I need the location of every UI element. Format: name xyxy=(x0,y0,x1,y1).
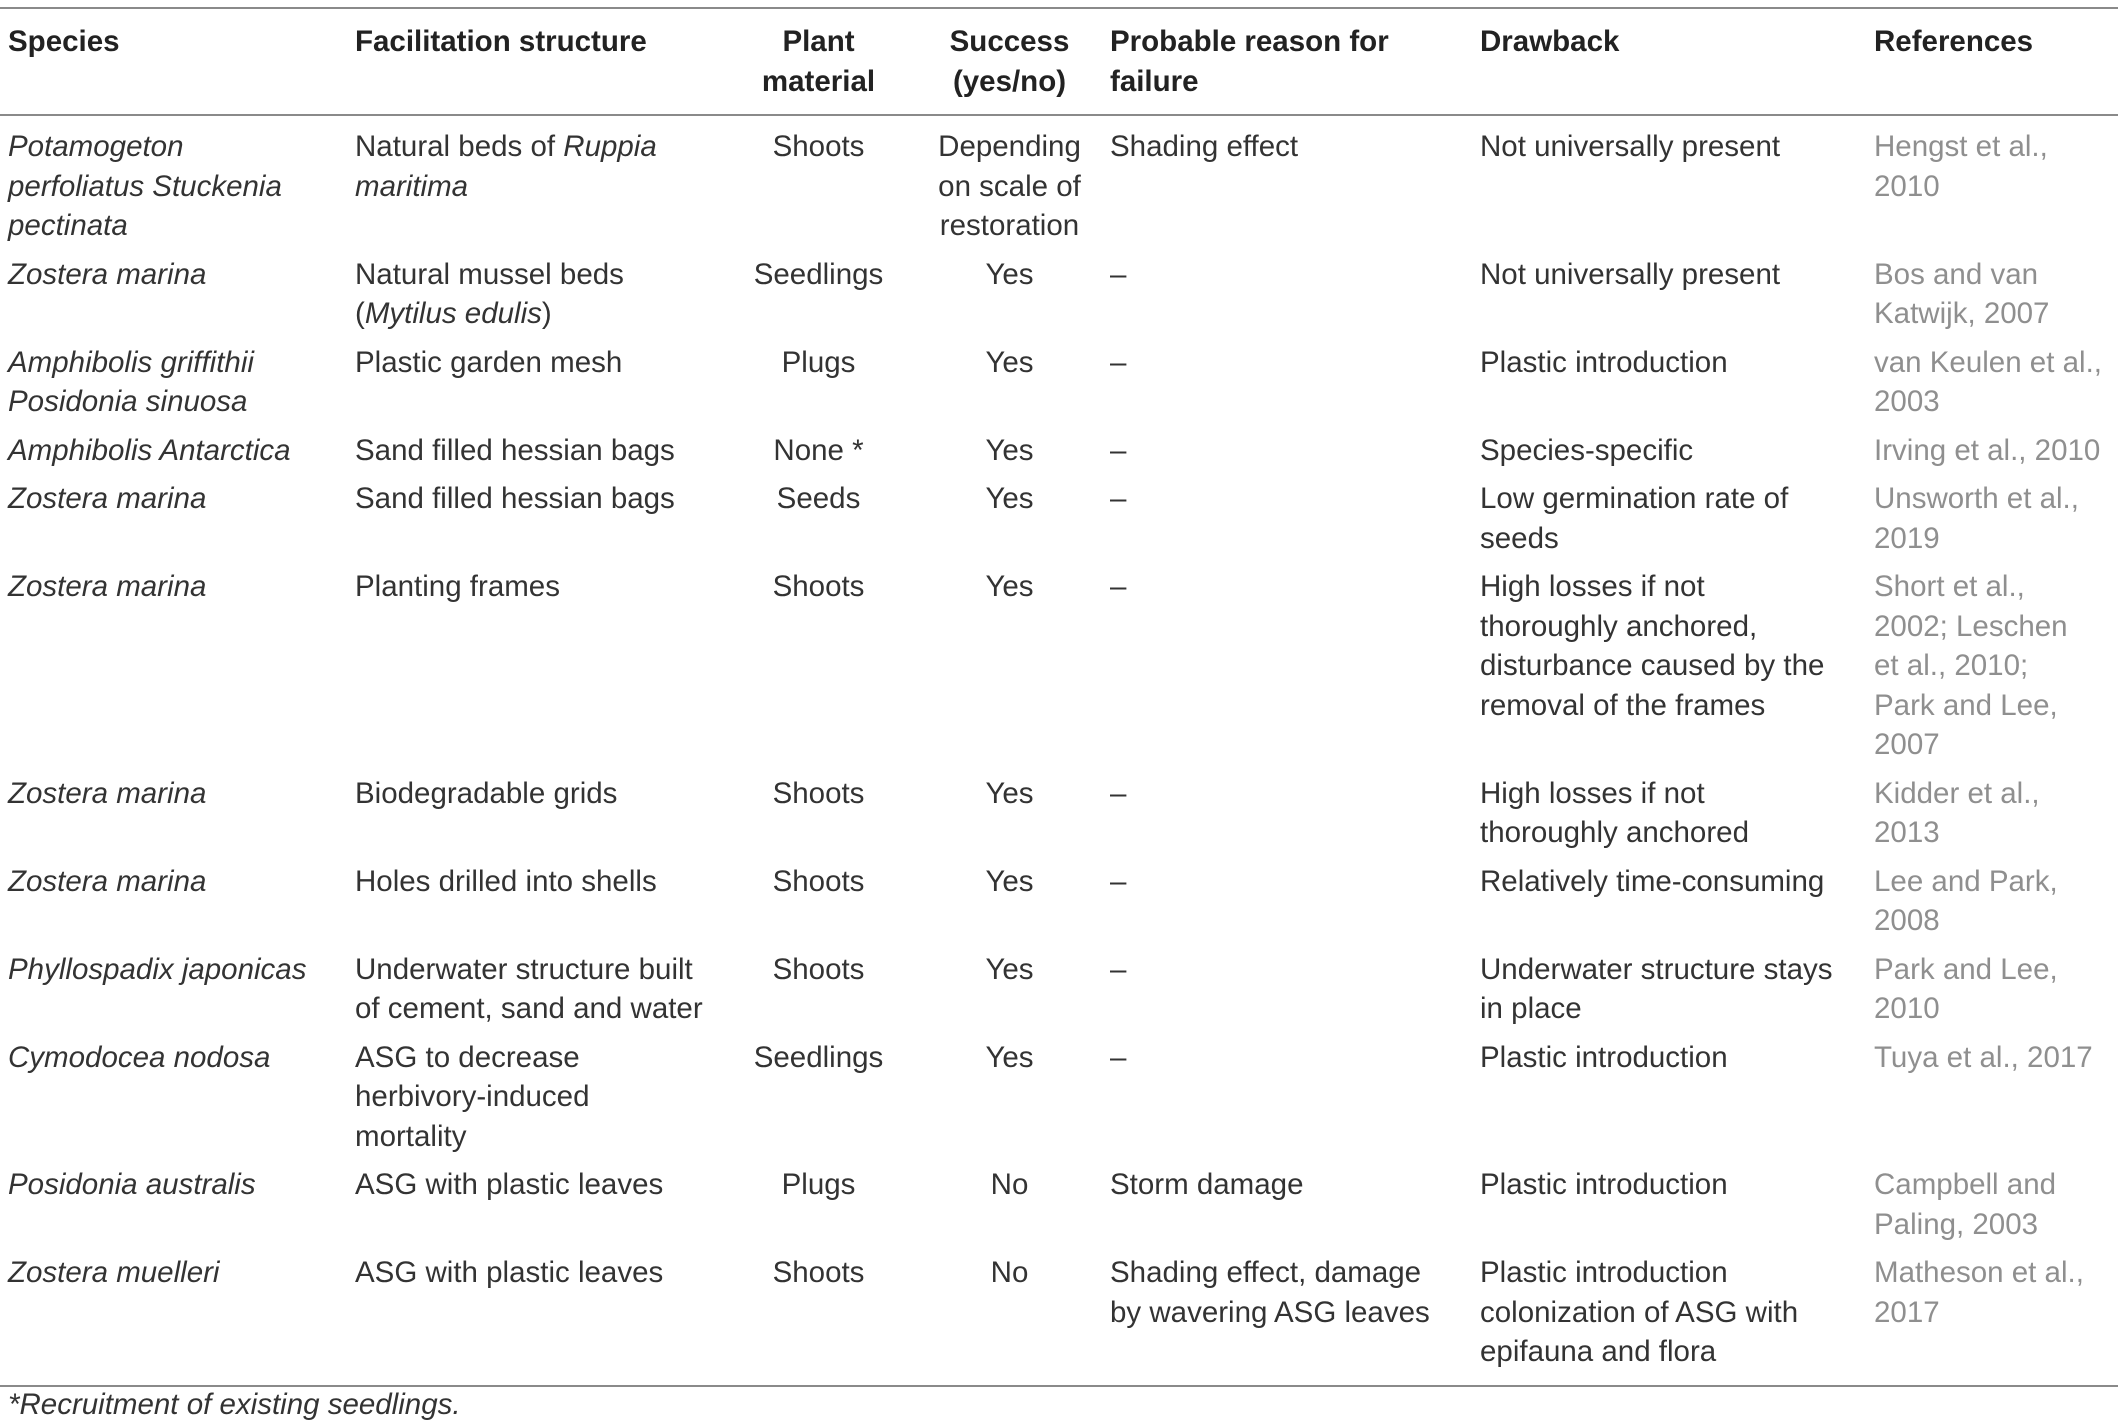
success-line: Yes xyxy=(985,257,1034,291)
species-line: Zostera muelleri xyxy=(8,1256,220,1289)
reason-line: Storm damage xyxy=(1110,1168,1304,1201)
species-cell xyxy=(0,1038,347,1166)
table-row xyxy=(0,567,2118,774)
table-row xyxy=(0,343,2118,431)
facilitation-text: ) xyxy=(541,297,552,330)
references-cell xyxy=(1866,862,2118,950)
reason-line: – xyxy=(1110,864,1127,898)
reference-line: Park and Lee, xyxy=(1874,688,2058,722)
success-line: Yes xyxy=(985,1040,1034,1074)
drawback-cell xyxy=(1472,115,1866,255)
reason-cell xyxy=(1102,862,1472,950)
reference-line: 2010 xyxy=(1874,992,1940,1025)
facilitation-line: Underwater structure built xyxy=(355,952,693,986)
facilitation-line: Holes drilled into shells xyxy=(355,864,657,898)
facilitation-text: Natural beds of xyxy=(355,130,564,163)
species-cell xyxy=(0,1165,347,1253)
facilitation-cell xyxy=(347,1253,720,1386)
facilitation-cell xyxy=(347,1165,720,1253)
references-cell xyxy=(1866,774,2118,862)
reason-cell xyxy=(1102,255,1472,343)
reference-line: et al., 2010; xyxy=(1874,649,2029,682)
reference-line: Kidder et al., xyxy=(1874,776,2040,810)
facilitation-line: Sand filled hessian bags xyxy=(355,482,675,515)
drawback-line: thoroughly anchored, xyxy=(1480,609,1758,643)
plant-material-cell: Shoots xyxy=(772,864,865,898)
references-cell xyxy=(1866,115,2118,255)
success-line: Yes xyxy=(985,345,1034,379)
success-cell xyxy=(917,431,1102,480)
species-cell xyxy=(0,950,347,1038)
success-cell xyxy=(917,567,1102,774)
reference-line: Lee and Park, xyxy=(1874,864,2058,898)
facilitation-cell xyxy=(347,862,720,950)
references-cell xyxy=(1866,950,2118,1038)
facilitation-cell xyxy=(347,774,720,862)
species-cell xyxy=(0,115,347,255)
species-line: Posidonia sinuosa xyxy=(8,385,248,418)
facilitation-cell xyxy=(347,479,720,567)
species-cell xyxy=(0,343,347,431)
table-row xyxy=(0,862,2118,950)
header-row xyxy=(0,8,2118,115)
drawback-cell xyxy=(1472,343,1866,431)
success-cell xyxy=(917,1038,1102,1166)
success-line: No xyxy=(990,1256,1029,1289)
table-row xyxy=(0,1253,2118,1386)
facilitation-line: Sand filled hessian bags xyxy=(355,433,675,467)
drawback-line: Not universally present xyxy=(1480,130,1781,163)
drawback-line: Plastic introduction xyxy=(1480,345,1728,379)
plant-material-cell: Shoots xyxy=(772,570,865,603)
success-line: Yes xyxy=(985,952,1034,986)
drawback-cell xyxy=(1472,862,1866,950)
drawback-line: colonization of ASG with xyxy=(1480,1295,1799,1329)
reference-line: Irving et al., 2010 xyxy=(1874,433,2101,467)
header-references-label: References xyxy=(1874,25,2034,58)
table-body xyxy=(0,115,2118,1386)
plant-material-cell: Shoots xyxy=(772,776,865,810)
reason-cell xyxy=(1102,1165,1472,1253)
species-cell xyxy=(0,1253,347,1386)
reference-line: 2007 xyxy=(1874,728,1940,761)
facilitation-line: of cement, sand and water xyxy=(355,992,703,1025)
species-cell xyxy=(0,862,347,950)
drawback-line: epifauna and flora xyxy=(1480,1335,1717,1368)
facilitation-line: ASG with plastic leaves xyxy=(355,1168,664,1201)
success-line: Yes xyxy=(985,570,1034,603)
facilitation-text: Natural mussel beds xyxy=(355,257,624,291)
table-row xyxy=(0,1038,2118,1166)
footnote: *Recruitment of existing seedlings. xyxy=(8,1388,461,1421)
success-cell xyxy=(917,774,1102,862)
reason-cell xyxy=(1102,1038,1472,1166)
references-cell xyxy=(1866,1253,2118,1386)
reference-line: van Keulen et al., xyxy=(1874,345,2102,379)
plant-material-cell: None * xyxy=(773,433,864,467)
reason-cell xyxy=(1102,567,1472,774)
facilitation-cell xyxy=(347,1038,720,1166)
drawback-cell xyxy=(1472,950,1866,1038)
facilitation-line: mortality xyxy=(355,1119,467,1153)
drawback-cell xyxy=(1472,1038,1866,1166)
reason-cell xyxy=(1102,115,1472,255)
references-cell xyxy=(1866,431,2118,480)
success-cell xyxy=(917,479,1102,567)
references-cell xyxy=(1866,479,2118,567)
reference-line: Short et al., xyxy=(1874,570,2025,603)
species-cell xyxy=(0,479,347,567)
species-line: Zostera marina xyxy=(8,776,207,810)
facilitation-taxon: Mytilus edulis xyxy=(364,297,542,330)
success-cell xyxy=(917,862,1102,950)
reason-line: Shading effect xyxy=(1110,130,1299,163)
table-row xyxy=(0,774,2118,862)
reason-cell xyxy=(1102,431,1472,480)
reference-line: Campbell and xyxy=(1874,1168,2057,1201)
reference-line: Hengst et al., xyxy=(1874,130,2048,163)
drawback-line: Species-specific xyxy=(1480,433,1694,467)
table-header xyxy=(0,8,2118,115)
facilitation-line: Planting frames xyxy=(355,570,560,603)
table-row xyxy=(0,479,2118,567)
header-facilitation xyxy=(347,8,720,115)
reason-cell xyxy=(1102,343,1472,431)
header-plant-material xyxy=(720,8,917,115)
header-plant-material-label: material xyxy=(761,64,876,98)
success-cell xyxy=(917,950,1102,1038)
species-cell xyxy=(0,431,347,480)
restoration-table xyxy=(0,7,2118,1387)
reason-cell xyxy=(1102,1253,1472,1386)
reference-line: 2008 xyxy=(1874,904,1940,937)
drawback-line: Plastic introduction xyxy=(1480,1168,1728,1201)
table-row xyxy=(0,1165,2118,1253)
species-line: pectinata xyxy=(8,209,128,242)
reason-line: Shading effect, damage xyxy=(1110,1256,1422,1289)
drawback-line: Not universally present xyxy=(1480,257,1781,291)
reference-line: 2019 xyxy=(1874,521,1940,555)
reason-line: – xyxy=(1110,257,1127,291)
success-cell xyxy=(917,1165,1102,1253)
reference-line: Paling, 2003 xyxy=(1874,1207,2039,1241)
species-line: perfoliatus Stuckenia xyxy=(8,169,282,203)
drawback-line: disturbance caused by the xyxy=(1480,649,1825,682)
species-line: Amphibolis Antarctica xyxy=(8,433,291,467)
drawback-line: thoroughly anchored xyxy=(1480,816,1749,849)
reason-line: – xyxy=(1110,952,1127,986)
references-cell xyxy=(1866,343,2118,431)
header-references xyxy=(1866,8,2118,115)
reason-line: – xyxy=(1110,482,1127,515)
success-line: on scale of xyxy=(938,169,1081,203)
species-cell xyxy=(0,255,347,343)
facilitation-taxon: Ruppia xyxy=(563,130,657,163)
reason-line: by wavering ASG leaves xyxy=(1110,1295,1430,1329)
drawback-line: High losses if not xyxy=(1480,570,1705,603)
reference-line: 2017 xyxy=(1874,1295,1940,1329)
facilitation-line: Biodegradable grids xyxy=(355,776,618,810)
plant-material-cell: Shoots xyxy=(772,952,865,986)
drawback-line: Low germination rate of xyxy=(1480,482,1789,515)
reason-line: – xyxy=(1110,433,1127,467)
drawback-line: seeds xyxy=(1480,521,1559,555)
success-cell xyxy=(917,255,1102,343)
reason-line: – xyxy=(1110,345,1127,379)
table-row xyxy=(0,950,2118,1038)
reference-line: 2002; Leschen xyxy=(1874,609,2068,643)
reference-line: 2010 xyxy=(1874,169,1940,203)
reference-line: Katwijk, 2007 xyxy=(1874,297,2050,330)
header-success-label: (yes/no) xyxy=(952,64,1067,98)
success-cell xyxy=(917,343,1102,431)
reference-line: 2003 xyxy=(1874,385,1940,418)
drawback-line: Relatively time-consuming xyxy=(1480,864,1825,898)
species-cell xyxy=(0,567,347,774)
species-line: Cymodocea nodosa xyxy=(8,1040,271,1074)
drawback-cell xyxy=(1472,1253,1866,1386)
drawback-line: Underwater structure stays xyxy=(1480,952,1833,986)
facilitation-text: ( xyxy=(355,297,365,330)
drawback-cell xyxy=(1472,774,1866,862)
header-reason-label: Probable reason for xyxy=(1110,25,1389,58)
facilitation-line: Plastic garden mesh xyxy=(355,345,623,379)
reference-line: 2013 xyxy=(1874,816,1940,849)
header-drawback xyxy=(1472,8,1866,115)
header-species-label: Species xyxy=(8,25,120,58)
species-line: Potamogeton xyxy=(8,130,184,163)
plant-material-cell: Shoots xyxy=(772,1256,865,1289)
reason-cell xyxy=(1102,950,1472,1038)
references-cell xyxy=(1866,1038,2118,1166)
header-success xyxy=(917,8,1102,115)
success-line: Yes xyxy=(985,482,1034,515)
reason-cell xyxy=(1102,774,1472,862)
plant-material-cell: Seedlings xyxy=(753,1040,884,1074)
reference-line: Bos and van xyxy=(1874,257,2039,291)
header-species xyxy=(0,8,347,115)
success-line: restoration xyxy=(939,209,1080,242)
plant-material-cell: Seedlings xyxy=(753,257,884,291)
table-row xyxy=(0,115,2118,255)
drawback-cell xyxy=(1472,479,1866,567)
drawback-line: in place xyxy=(1480,992,1582,1025)
header-plant-material-label: Plant xyxy=(782,25,855,58)
header-reason xyxy=(1102,8,1472,115)
plant-material-cell: Shoots xyxy=(772,130,865,163)
reference-line: Park and Lee, xyxy=(1874,952,2058,986)
species-line: Posidonia australis xyxy=(8,1168,256,1201)
header-success-label: Success xyxy=(949,25,1070,58)
success-cell xyxy=(917,1253,1102,1386)
reference-line: Unsworth et al., xyxy=(1874,482,2079,515)
reason-line: – xyxy=(1110,1040,1127,1074)
drawback-line: High losses if not xyxy=(1480,776,1705,810)
success-line: Yes xyxy=(985,433,1034,467)
references-cell xyxy=(1866,255,2118,343)
facilitation-cell xyxy=(347,431,720,480)
header-reason-label: failure xyxy=(1110,64,1199,98)
facilitation-cell xyxy=(347,567,720,774)
facilitation-taxon: maritima xyxy=(355,169,469,203)
species-line: Zostera marina xyxy=(8,864,207,898)
species-cell xyxy=(0,774,347,862)
species-line: Zostera marina xyxy=(8,482,207,515)
reason-line: – xyxy=(1110,776,1127,810)
facilitation-line: ASG to decrease xyxy=(355,1040,580,1074)
success-line: Yes xyxy=(985,864,1034,898)
drawback-line: Plastic introduction xyxy=(1480,1256,1728,1289)
facilitation-cell xyxy=(347,255,720,343)
references-cell xyxy=(1866,567,2118,774)
plant-material-cell: Plugs xyxy=(781,1168,856,1201)
success-line: No xyxy=(990,1168,1029,1201)
reference-line: Tuya et al., 2017 xyxy=(1874,1040,2093,1074)
facilitation-cell xyxy=(347,950,720,1038)
drawback-cell xyxy=(1472,431,1866,480)
facilitation-line: ASG with plastic leaves xyxy=(355,1256,664,1289)
species-line: Zostera marina xyxy=(8,257,207,291)
species-line: Amphibolis griffithii xyxy=(8,345,254,379)
references-cell xyxy=(1866,1165,2118,1253)
drawback-cell xyxy=(1472,567,1866,774)
reason-line: – xyxy=(1110,570,1127,603)
reference-line: Matheson et al., xyxy=(1874,1256,2084,1289)
species-line: Phyllospadix japonicas xyxy=(8,952,307,986)
header-drawback-label: Drawback xyxy=(1480,25,1620,58)
drawback-line: removal of the frames xyxy=(1480,688,1766,722)
reason-cell xyxy=(1102,479,1472,567)
header-facilitation-label: Facilitation structure xyxy=(355,25,647,58)
drawback-cell xyxy=(1472,255,1866,343)
success-line: Yes xyxy=(985,776,1034,810)
success-cell xyxy=(917,115,1102,255)
facilitation-cell xyxy=(347,115,720,255)
table-row xyxy=(0,431,2118,480)
facilitation-line: herbivory-induced xyxy=(355,1080,590,1113)
drawback-line: Plastic introduction xyxy=(1480,1040,1728,1074)
drawback-cell xyxy=(1472,1165,1866,1253)
species-line: Zostera marina xyxy=(8,570,207,603)
table-row xyxy=(0,255,2118,343)
success-line: Depending xyxy=(938,130,1081,163)
plant-material-cell: Plugs xyxy=(781,345,856,379)
plant-material-cell: Seeds xyxy=(776,482,861,515)
facilitation-cell xyxy=(347,343,720,431)
